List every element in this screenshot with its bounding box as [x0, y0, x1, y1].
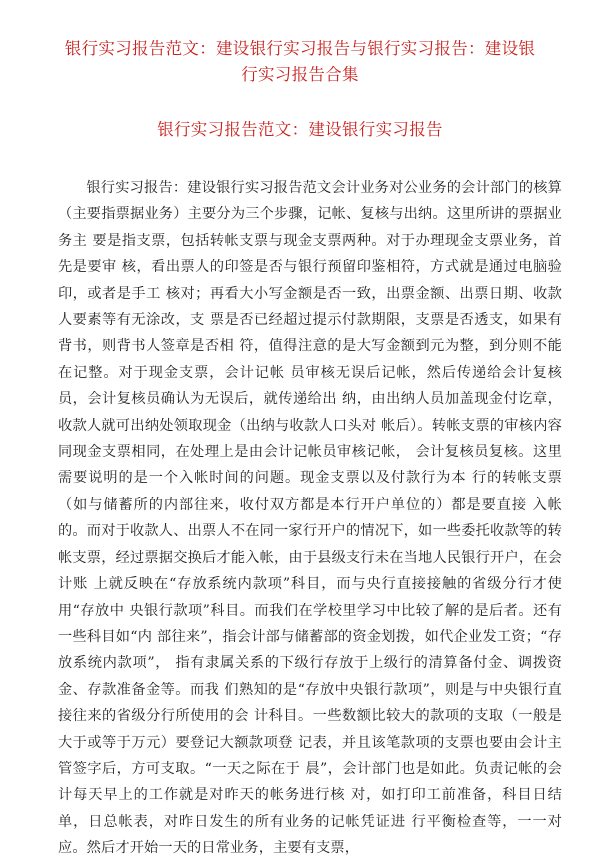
document-title: 银行实习报告范文：建设银行实习报告与银行实习报告：建设银行实习报告合集 [64, 39, 536, 84]
body-paragraph: 银行实习报告：建设银行实习报告范文会计业务对公业务的会计部门的核算（主要指票据业务）主要分为三个步骤，记帐、复核与出纳。这里所讲的票据业务主 要是指支票，包括转帐支票与现金支票两种。对于办理现金支票业务，首先是要审 核，看出票人的印签是否与银行预留印鉴相符，方式就是通过电脑验印，或者是手工 核对；再看大小写金额是否一致，出票金额、出票日期、收款人要素等有无涂改，支 票是否已经超过提示付款期限，支票是否透支，如果有背书，则背书人签章是否相 符，值得注意的是大写金额到元为整，到分则不能在记整。对于现金支票，会计记帐 员审核无误后记帐，然后传递给会计复核员，会计复核员确认为无误后，就传递给出 纳，由出纳人员加盖现金付讫章，收款人就可出纳处领取现金（出纳与收款人口头对 帐后）。转帐支票的审核内容同现金支票相同，在处理上是由会计记帐员审核记帐， 会计复核员复核。这里需要说明的是一个入帐时间的问题。现金支票以及付款行为本 行的转帐支票（如与储蓄所的内部往来，收付双方都是本行开户单位的）都是要直接 入帐的。而对于收款人、出票人不在同一家行开户的情况下，如一些委托收款等的转 帐支票，经过票据交换后才能入帐，由于县级支行未在当地人民银行开户，在会计账 上就反映在“存放系统内款项”科目，而与央行直接接触的省级分行才使用“存放中 央银行款项”科目。而我们在学校里学习中比较了解的是后者。还有一些科目如“内 部往来”，指会计部与储蓄部的资金划拨，如代企业发工资；“存放系统内款项”， 指有隶属关系的下级行存放于上级行的清算备付金、调拨资金、存款准备金等。而我 们熟知的是“存放中央银行款项”，则是与中央银行直接往来的省级分行所使用的会 计科目。一些数额比较大的款项的支取（一般是大于或等于万元）要登记大额款项登 记表，并且该笔款项的支票也要由会计主管签字后，方可支取。“一天之际在于 晨”，会计部门也是如此。负责记帐的会计每天早上的工作就是对昨天的帐务进行核 对，如打印工前准备，科目日结单，日总帐表，对昨日发生的所有业务的记帐凭证进 行平衡检查等，一一对应。然后才开始一天的日常业务，主要有支票， [58, 180, 562, 857]
section-subtitle: 银行实习报告范文：建设银行实习报告 [157, 120, 443, 139]
